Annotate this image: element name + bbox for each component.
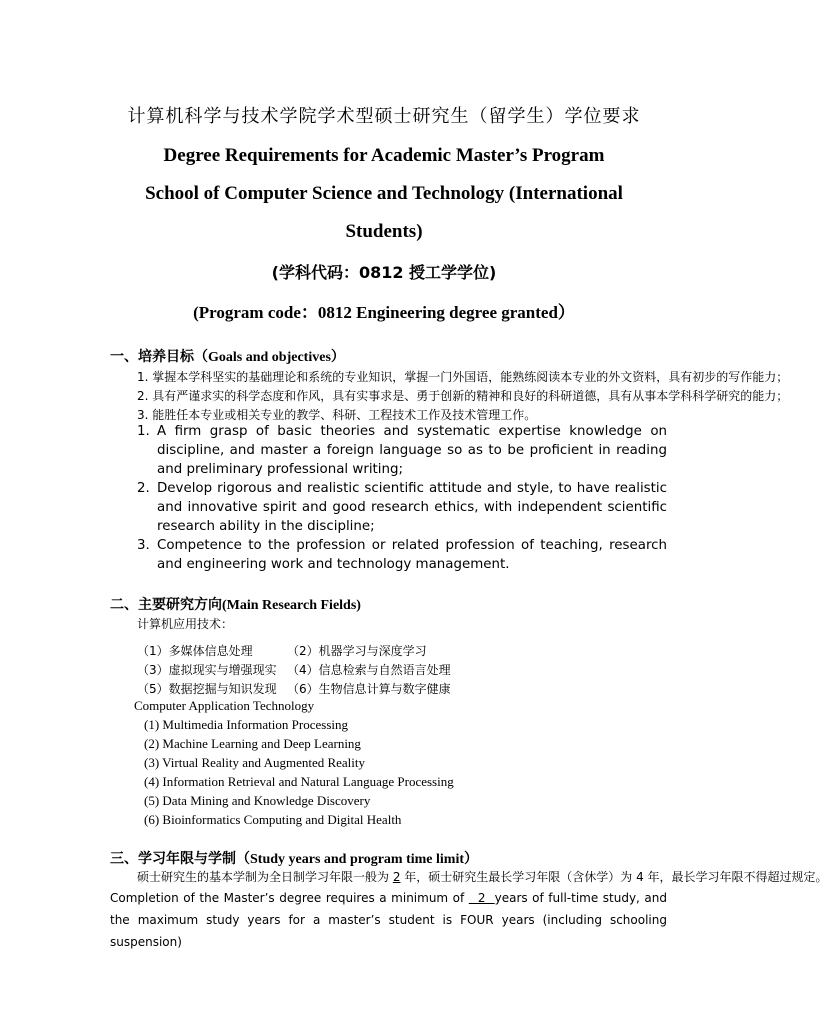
program-code-chinese: (学科代码：0812 授工学学位): [271, 263, 497, 282]
field-en-item: (5) Data Mining and Knowledge Discovery: [144, 793, 371, 808]
field-en-item: (3) Virtual Reality and Augmented Reality: [144, 755, 366, 770]
goal-en-item: [137, 422, 667, 479]
goal-en-item: [137, 479, 667, 536]
field-cn-item: （3）虚拟现实与增强现实: [137, 663, 277, 677]
duration-cn-text: 硕士研究生的基本学制为全日制学习年限一般为: [137, 870, 393, 884]
goals-english-list: [137, 422, 667, 574]
section-heading-study-years: 三、学习年限与学制（Study years and program time limit）: [110, 852, 479, 867]
field-cn-item: （1）多媒体信息处理: [137, 644, 253, 658]
goal-en-item: [137, 536, 667, 574]
goal-en-text: Competence to the profession or related profession of teaching, research and engineering work and technology management.: [157, 538, 667, 572]
field-en-item: (6) Bioinformatics Computing and Digital Health: [144, 812, 402, 827]
duration-cn-years: 2: [392, 870, 401, 884]
duration-en-years: 2: [468, 891, 495, 905]
field-cn-item: （4）信息检索与自然语言处理: [287, 663, 451, 677]
field-en-item: (2) Machine Learning and Deep Learning: [144, 736, 361, 751]
title-chinese: 计算机科学与技术学院学术型硕士研究生（留学生）学位要求: [127, 106, 641, 127]
title-english-line-1: Degree Requirements for Academic Master’s Program: [163, 145, 605, 166]
subject-english: Computer Application Technology: [134, 698, 315, 713]
program-code-english: (Program code：0812 Engineering degree granted）: [193, 303, 575, 322]
duration-english: [110, 887, 667, 953]
field-en-item: (4) Information Retrieval and Natural Language Processing: [144, 774, 454, 789]
title-english-line-2: School of Computer Science and Technology (International: [145, 183, 623, 204]
section-heading-research-fields: 二、主要研究方向(Main Research Fields): [110, 598, 361, 613]
field-en-item: (1) Multimedia Information Processing: [144, 717, 348, 732]
subject-chinese: 计算机应用技术：: [137, 617, 234, 631]
goal-cn-item: 3. 能胜任本专业或相关专业的教学、科研、工程技术工作及技术管理工作。: [137, 408, 537, 422]
field-cn-item: （2）机器学习与深度学习: [287, 644, 427, 658]
duration-en-text: Completion of the Master’s degree requires a minimum of: [110, 891, 469, 905]
field-cn-item: （6）生物信息计算与数字健康: [287, 682, 451, 696]
list-number: 2.: [137, 481, 150, 496]
goal-cn-item: 2. 具有严谨求实的科学态度和作风，具有实事求是、勇于创新的精神和良好的科研道德，具有从事本学科科学研究的能力；: [137, 389, 789, 403]
duration-cn-text: 年，硕士研究生最长学习年限（含休学）为 4 年，最长学习年限不得超过规定。: [400, 870, 828, 884]
goal-en-text: A firm grasp of basic theories and systematic expertise knowledge on discipline, and master a foreign language so as to be proficient in reading and preliminary professional writing;: [157, 424, 667, 477]
goal-en-text: Develop rigorous and realistic scientific attitude and style, to have realistic and innovative spirit and good research ethics, with independent scientific research ability in the discipline;: [157, 481, 667, 534]
field-cn-item: （5）数据挖掘与知识发现: [137, 682, 277, 696]
list-number: 3.: [137, 538, 150, 553]
title-english-line-3: Students): [345, 221, 423, 242]
duration-chinese: [137, 868, 828, 885]
list-number: 1.: [137, 424, 150, 439]
goal-cn-item: 1. 掌握本学科坚实的基础理论和系统的专业知识，掌握一门外国语，能熟练阅读本专业的外文资料，具有初步的写作能力；: [137, 370, 789, 384]
duration-en-text: years of full-time study, and the maximum study years for a master’s student is FOUR years (including schooling suspension): [110, 891, 667, 949]
section-heading-goals: 一、培养目标（Goals and objectives）: [110, 350, 345, 365]
